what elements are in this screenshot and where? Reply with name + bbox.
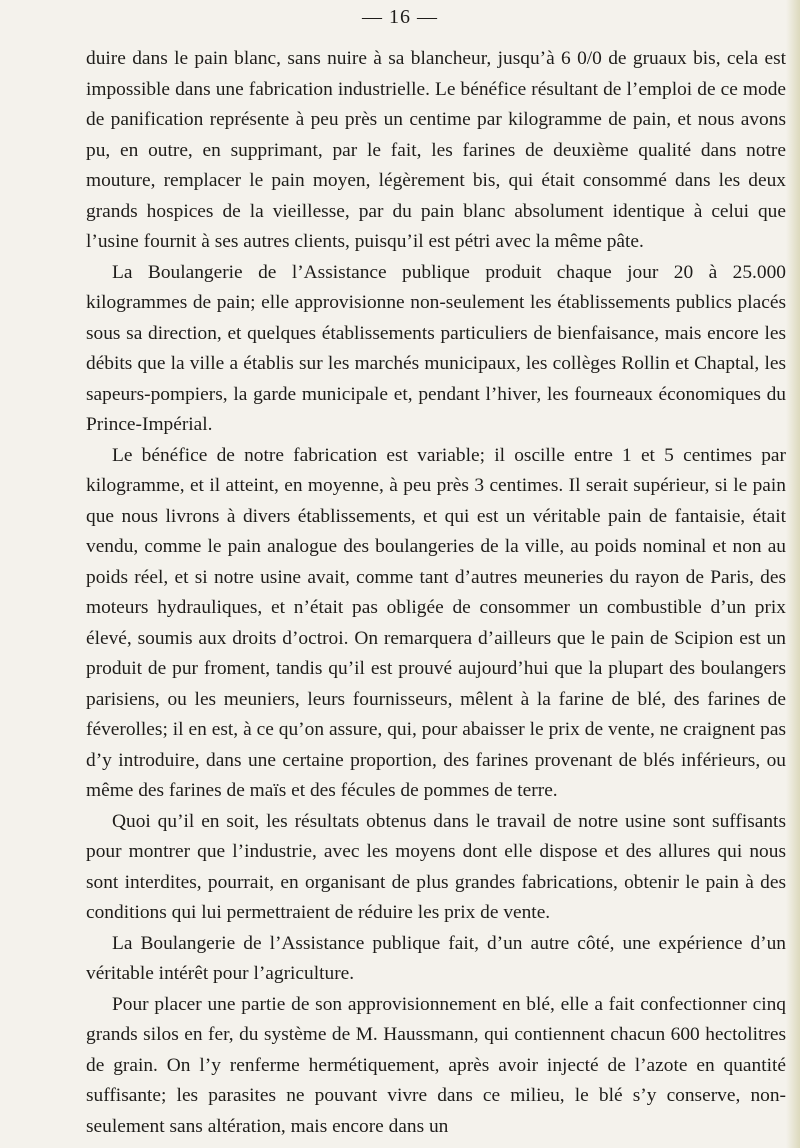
paragraph-boulangerie-production: La Boulangerie de l’Assistance publique produit chaque jour 20 à 25.000 kilogrammes de pain; elle approvisionne non-seulement les établissements publics placés sous sa direction, et quelques établissements particuliers de bienfaisance, mais encore les débits que la ville a établis sur les marchés municipaux, les collèges Rollin et Chaptal, les sapeurs-pompiers, la garde municipale et, pendant l’hiver, les fourneaux économiques du Prince-Impérial. — [86, 261, 786, 435]
paragraph-agriculture: La Boulangerie de l’Assistance publique fait, d’un autre côté, une expérience d’un véritable intérêt pour l’agriculture. — [86, 932, 786, 984]
page-number: — 16 — — [362, 6, 438, 28]
page-edge-shadow — [786, 0, 800, 1148]
paragraph-benefice: Le bénéfice de notre fabrication est variable; il oscille entre 1 et 5 centimes par kilogramme, et il atteint, en moyenne, à peu près 3 centimes. Il serait supérieur, si le pain que nous livrons à divers établissements, et qui est un véritable pain de fantaisie, était vendu, comme le pain analogue des boulangeries de la ville, au poids nominal et non au poids réel, et si notre usine avait, comme tant d’autres meuneries du rayon de Paris, des moteurs hydrauliques, et n’était pas obligée de consommer un combustible d’un prix élevé, soumis aux droits d’octroi. On remarquera d’ailleurs que le pain de Scipion est un produit de pur froment, tandis qu’il est prouvé aujourd’hui que la plupart des boulangers parisiens, ou les meuniers, leurs fournisseurs, mêlent à la farine de blé, des farines de féverolles; il en est, à ce qu’on assure, qui, pour abaisser le prix de vente, ne craignent pas d’y introduire, dans une certaine proportion, des farines provenant de blés inférieurs, ou même des farines de maïs et des fécules de pommes de terre. — [86, 444, 786, 801]
paragraph-silos: Pour placer une partie de son approvisionnement en blé, elle a fait confectionner cinq grands silos en fer, du système de M. Haussmann, qui contiennent chacun 600 hectolitres de grain. On l’y renferme hermétiquement, après avoir injecté de l’azote en quantité suffisante; les parasites ne pouvant vivre dans ce milieu, le blé s’y conserve, non-seulement sans altération, mais encore dans un — [86, 993, 786, 1137]
paragraph-continuation: duire dans le pain blanc, sans nuire à sa blancheur, jusqu’à 6 0/0 de gruaux bis, cela est impossible dans une fabrication industrielle. Le bénéfice résultant de l’emploi de ce mode de panification représente à peu près un centime par kilogramme de pain, et nous avons pu, en outre, en supprimant, par le fait, les farines de deuxième qualité dans notre mouture, remplacer le pain moyen, légèrement bis, qui était consommé dans les deux grands hospices de la vieillesse, par du pain blanc absolument identique à celui que l’usine fournit à ses autres clients, puisqu’il est pétri avec la même pâte. — [86, 48, 786, 252]
body-text — [86, 44, 786, 1142]
paragraph-resultats: Quoi qu’il en soit, les résultats obtenus dans le travail de notre usine sont suffisants pour montrer que l’industrie, avec les moyens dont elle dispose et des allures qui nous sont interdites, pourrait, en organisant de plus grandes fabrications, obtenir le pain à des conditions qui lui permettraient de réduire les prix de vente. — [86, 810, 786, 923]
